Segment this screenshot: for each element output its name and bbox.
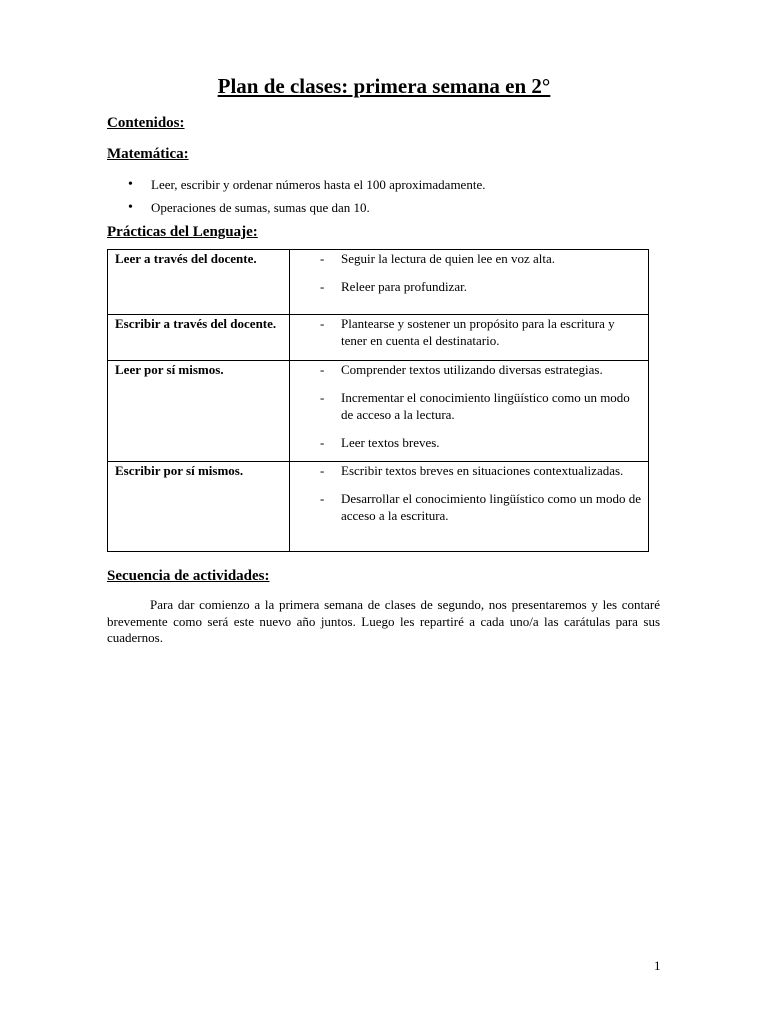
list-item: - Plantearse y sostener un propósito para la escritura y tener en cuenta el destinatario. xyxy=(320,315,642,349)
row-label: Escribir por sí mismos. xyxy=(108,462,290,552)
table-row xyxy=(108,361,649,462)
list-item: - Releer para profundizar. xyxy=(320,278,642,295)
practicas-heading: Prácticas del Lenguaje: xyxy=(107,224,258,240)
row-label: Escribir a través del docente. xyxy=(108,315,290,361)
matematica-heading: Matemática: xyxy=(107,146,189,162)
table-row xyxy=(108,315,649,361)
list-item: • Operaciones de sumas, sumas que dan 10. xyxy=(128,199,485,222)
page-title: Plan de clases: primera semana en 2° xyxy=(217,74,551,98)
list-item: - Incrementar el conocimiento lingüístico como un modo de acceso a la lectura. xyxy=(320,389,642,423)
row-items xyxy=(290,315,649,361)
secuencia-heading: Secuencia de actividades: xyxy=(107,568,270,584)
matematica-list xyxy=(128,176,485,222)
row-items xyxy=(290,462,649,552)
row-label: Leer por sí mismos. xyxy=(108,361,290,462)
row-items xyxy=(290,361,649,462)
table-row xyxy=(108,250,649,315)
contenidos-heading: Contenidos: xyxy=(107,115,185,131)
list-item: • Leer, escribir y ordenar números hasta el 100 aproximadamente. xyxy=(128,176,485,199)
list-item: - Desarrollar el conocimiento lingüístico como un modo de acceso a la escritura. xyxy=(320,490,642,524)
list-item: - Escribir textos breves en situaciones contextualizadas. xyxy=(320,462,642,479)
list-item: - Comprender textos utilizando diversas estrategias. xyxy=(320,361,642,378)
table-row xyxy=(108,462,649,552)
list-item: - Leer textos breves. xyxy=(320,434,642,451)
page-number: 1 xyxy=(654,958,661,973)
list-item: - Seguir la lectura de quien lee en voz alta. xyxy=(320,250,642,267)
row-label: Leer a través del docente. xyxy=(108,250,290,315)
practicas-table xyxy=(107,249,649,552)
secuencia-paragraph: Para dar comienzo a la primera semana de clases de segundo, nos presentaremos y les contaré brevemente como será este nuevo año juntos. Luego les repartiré a cada uno/a las carátulas para sus cuadernos. xyxy=(107,597,660,645)
row-items xyxy=(290,250,649,315)
